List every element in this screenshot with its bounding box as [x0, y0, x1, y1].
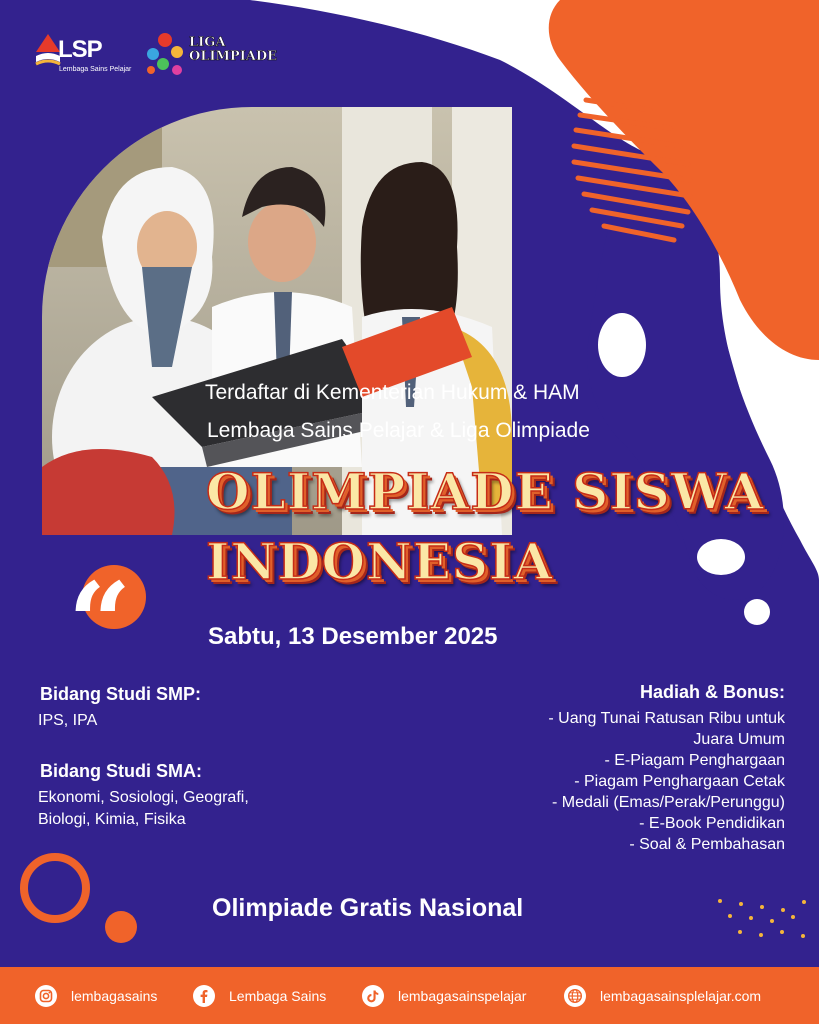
instagram-handle: lembagasains — [71, 987, 158, 1004]
prize-item: - Piagam Penghargaan Cetak — [574, 773, 785, 790]
prize-item: - E-Book Pendidikan — [639, 815, 785, 832]
liga-logo-text — [189, 36, 277, 64]
prize-item: - E-Piagam Penghargaan — [604, 752, 785, 769]
instagram-icon — [35, 985, 57, 1007]
slogan: Olimpiade Gratis Nasional — [212, 894, 524, 922]
tiktok-link[interactable] — [362, 967, 526, 1024]
quote-icon: “ — [68, 558, 132, 687]
tiktok-handle: lembagasainspelajar — [398, 987, 527, 1004]
liga-logo-line2: OLIMPIADE — [189, 49, 278, 64]
tagline-registered: Terdaftar di Kementerian Hukum & HAM — [205, 381, 580, 404]
tiktok-icon — [362, 985, 384, 1007]
smp-heading: Bidang Studi SMP: — [40, 684, 201, 704]
event-title-line1: OLIMPIADE SISWA — [206, 462, 765, 521]
prize-item: - Soal & Pembahasan — [629, 836, 785, 853]
sma-subjects — [38, 787, 249, 831]
lsp-logo — [34, 30, 134, 80]
prizes-heading: Hadiah & Bonus: — [639, 682, 785, 702]
facebook-link[interactable] — [193, 967, 326, 1024]
instagram-link[interactable] — [35, 967, 157, 1024]
sma-subjects-line2: Biologi, Kimia, Fisika — [38, 811, 186, 828]
website-url: lembagasainsplelajar.com — [600, 987, 762, 1004]
liga-logo-line1: LIGA — [189, 35, 226, 50]
prize-item: Juara Umum — [693, 731, 785, 748]
tagline-organizers: Lembaga Sains Pelajar & Liga Olimpiade — [207, 419, 590, 442]
footer-bar — [0, 967, 819, 1024]
white-dot-mid — [697, 539, 745, 575]
globe-icon — [564, 985, 586, 1007]
lsp-logo-subtitle: Lembaga Sains Pelajar — [59, 66, 132, 73]
white-dot-large — [598, 313, 646, 377]
sma-subjects-line1: Ekonomi, Sosiologi, Geografi, — [38, 789, 249, 806]
smp-subjects: IPS, IPA — [38, 712, 98, 729]
sma-heading: Bidang Studi SMA: — [40, 761, 202, 781]
facebook-handle: Lembaga Sains — [229, 987, 327, 1004]
white-dot-small — [744, 599, 770, 625]
lsp-logo-text: LSP — [58, 36, 102, 63]
mascot-icon — [143, 30, 189, 78]
prize-item: - Uang Tunai Ratusan Ribu untuk — [548, 710, 785, 727]
facebook-icon — [193, 985, 215, 1007]
prize-item: - Medali (Emas/Perak/Perunggu) — [552, 794, 785, 811]
prizes-list — [548, 708, 785, 855]
event-title-line2: INDONESIA — [206, 532, 554, 591]
event-date: Sabtu, 13 Desember 2025 — [208, 623, 498, 650]
liga-olimpiade-logo — [143, 30, 293, 80]
website-link[interactable] — [564, 967, 761, 1024]
